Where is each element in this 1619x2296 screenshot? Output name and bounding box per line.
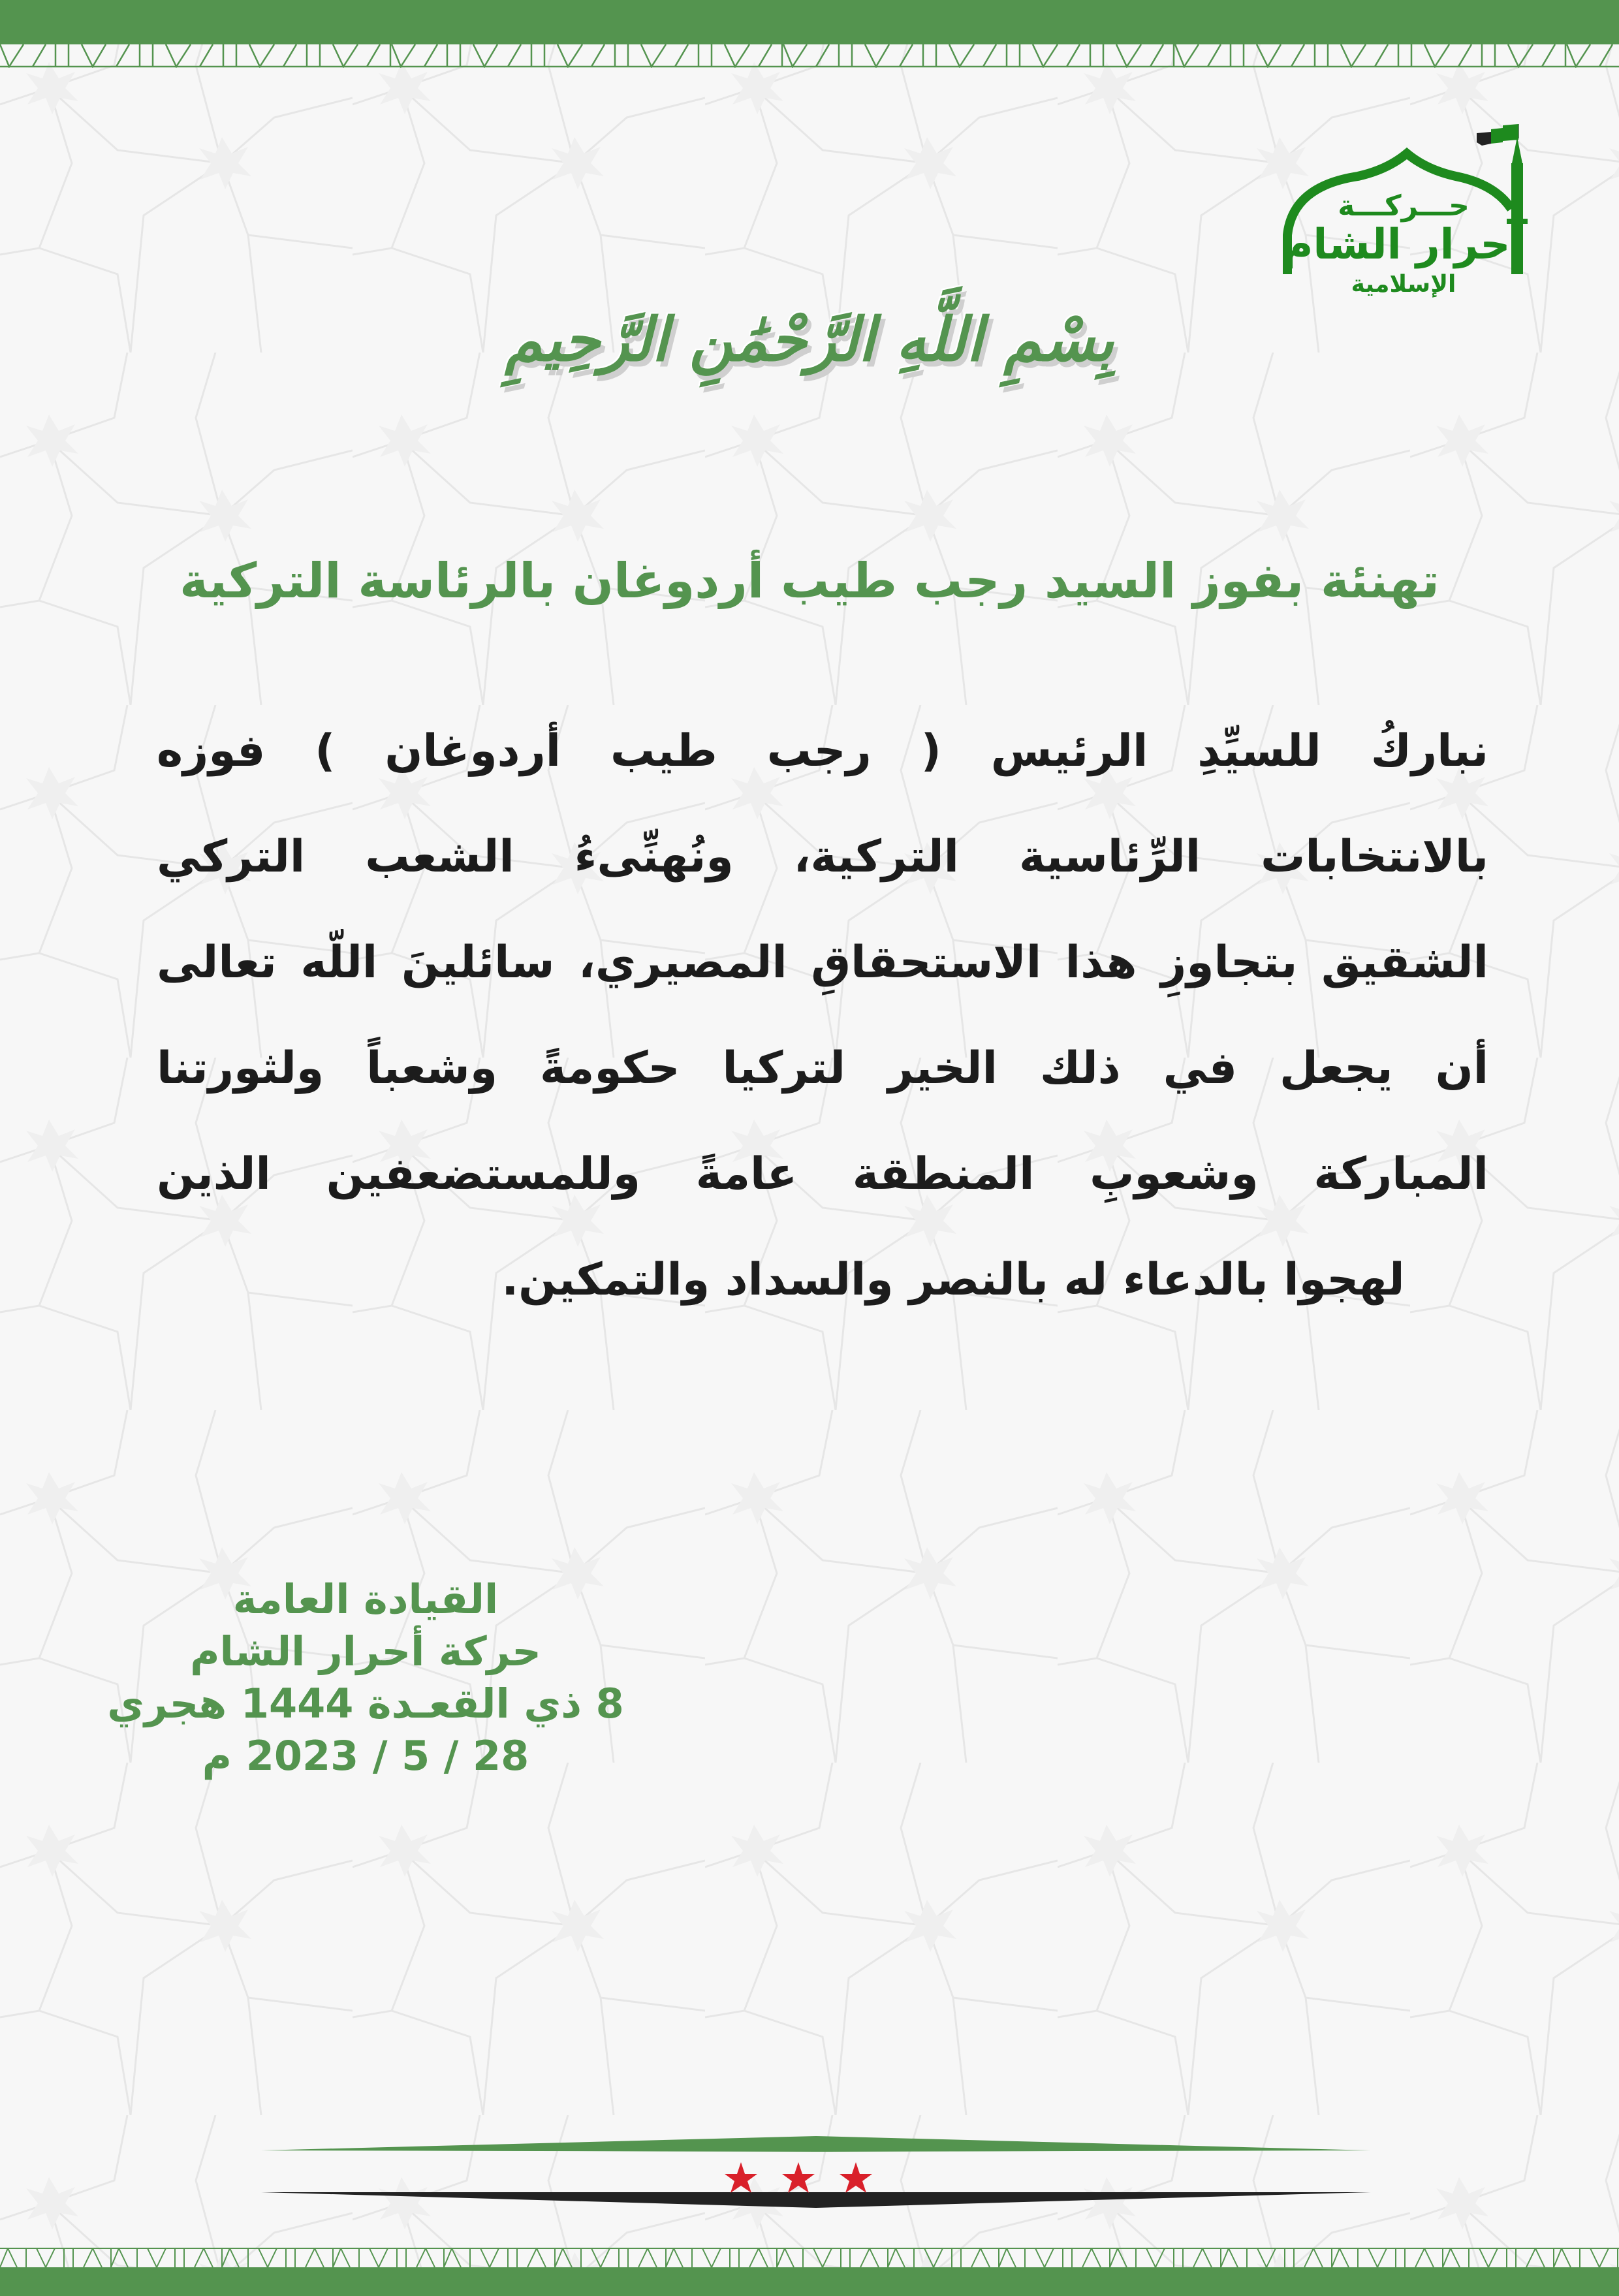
- signature-gregorian-date: 28 / 5 / 2023 م: [202, 1732, 529, 1780]
- body-line: بالانتخابات الرِّئاسية التركية، ونُهنِّىءُ الشعب التركي: [157, 831, 1488, 883]
- basmala-calligraphy: بِسْمِ اللَّهِ الرَّحْمَٰنِ الرَّحِيمِ: [505, 304, 1114, 375]
- signature-block: [98, 1573, 633, 1782]
- body-line: الشقيق بتجاوزِ هذا الاستحقاقِ المصيري، سائلينَ اللّه تعالى: [157, 937, 1488, 988]
- star-icon: [840, 2162, 872, 2193]
- body-line: نباركُ للسيِّدِ الرئيس ( رجب طيب أردوغان ) فوزه: [157, 725, 1488, 777]
- logo-text-haraka: حـــركـــة: [1338, 189, 1470, 223]
- flag-black-stripe: [261, 2192, 1371, 2208]
- statement-body: [157, 699, 1488, 1333]
- top-zigzag-border: [0, 44, 1619, 68]
- flag-green-stripe: [261, 2136, 1371, 2152]
- signature-authority: القيادة العامة: [232, 1575, 499, 1623]
- top-green-band: [0, 0, 1619, 44]
- signature-organization: حركة أحرار الشام: [190, 1628, 541, 1675]
- logo-text-ahrar-alsham: احرار الشام: [1282, 221, 1525, 269]
- organization-logo: [1273, 124, 1534, 313]
- star-icon: [725, 2162, 757, 2193]
- logo-text-islamiya: الإسلامية: [1351, 271, 1456, 298]
- bottom-zigzag-border: [0, 2248, 1619, 2267]
- statement-title: تهنئة بفوز السيد رجب طيب أردوغان بالرئاسة التركية: [180, 553, 1439, 609]
- revolution-flag-stars-icon: [261, 2135, 1371, 2226]
- star-icon: [782, 2162, 815, 2193]
- body-line: المباركة وشعوبِ المنطقة عامةً وللمستضعفين الذين: [157, 1148, 1488, 1200]
- body-line-last: لهجوا بالدعاء له بالنصر والسداد والتمكين.: [501, 1254, 1405, 1306]
- signature-hijri-date: 8 ذي القعـدة 1444 هجري: [107, 1680, 624, 1727]
- body-line: أن يجعل في ذلك الخير لتركيا حكومةً وشعباً ولثورتنا: [157, 1043, 1488, 1094]
- bottom-green-band: [0, 2267, 1619, 2296]
